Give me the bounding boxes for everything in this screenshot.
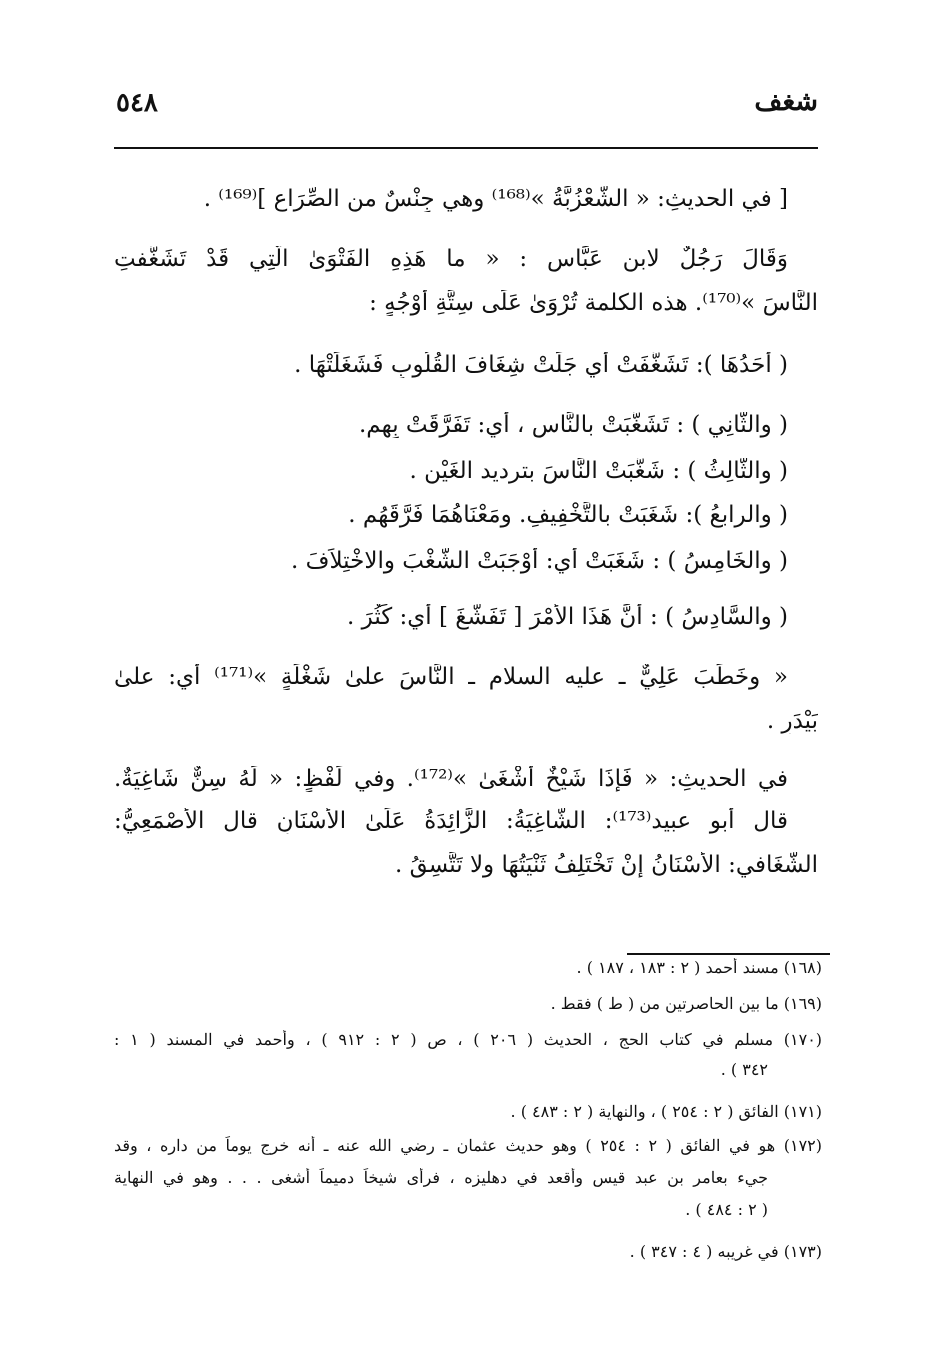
text-line: « وخَطَبَ عَلِيٌّ ـ عليه السلام ـ النَّاسَ علىٰ شَغْلَةٍ »⁽¹⁷¹⁾ أي: علىٰ: [114, 664, 788, 690]
footnote-rule: [627, 953, 830, 955]
footnote-line: (١٧٠) مسلم في كتاب الحج ، الحديث ( ٢٠٦ ) ، ص ( ٢ : ٩١٢ ) ، وأحمد في المسند ( ١ :: [114, 1030, 822, 1049]
text-line: النَّاسَ »⁽¹⁷⁰⁾. هذه الكلمة تُرْوَىٰ عَلَى سِتَّةِ أَوْجُهٍ :: [369, 290, 818, 316]
text-line: ( والرابعُ ): شَغَبَتْ بالتَّخْفِيفِ. ومَعْنَاهُمَا فَرَّقَهُم .: [348, 502, 788, 528]
text-line: ( والثَّالِثُ ) : شَغَّبَتْ النَّاسَ بترديد الغَيْنِ .: [409, 458, 788, 484]
text-line: قال أبو عبيد⁽¹⁷³⁾: الشَّاغِيَةُ: الزَّائِدَةُ عَلَىٰ الأَسْنَانِ قال الأَصْمَعِيُّ:: [114, 808, 788, 834]
footnote-line: (١٧٢) هو في الفائق ( ٢ : ٢٥٤ ) وهو حديث عثمان ـ رضي الله عنه ـ أنه خرج يوماً من داره ، وقد: [114, 1136, 822, 1155]
text-line: ( أَحَدُهَا ): تَشَغَّفَتْ أي جَلَتْ شِغَافَ القُلُوبِ فَشَغَلَتْهَا .: [294, 352, 788, 378]
footnote-line: (١٧٣) في غريبه ( ٤ : ٣٤٧ ) .: [629, 1242, 822, 1261]
text-line: ( والسَّادِسُ ) : أَنَّ هَذَا الأَمْرَ [ تَفَشَّغَ ] أي: كَثُرَ .: [347, 604, 788, 630]
footnote-line: ( ٢ : ٤٨٤ ) .: [685, 1200, 768, 1219]
text-line: في الحديثِ: « فَإِذَا شَيْخٌ أَشْغَىٰ »⁽¹⁷²⁾. وفي لَفْظٍ: « لَهُ سِنٌّ شَاغِيَةٌ.: [114, 766, 788, 792]
text-line: ( والثَّانِي ) : تَشَغَّبَتْ بالنَّاسِ ، أي: تَفَرَّقَتْ بِهِم.: [359, 412, 788, 438]
footnote-line: (١٧١) الفائق ( ٢ : ٢٥٤ ) ، والنهاية ( ٢ : ٤٨٣ ) .: [510, 1102, 822, 1121]
text-line: الشَّغَافي: الأَسْنَانُ إِنْ تَخْتَلِفُ ثَنْيَتُهَا ولا تَتَّسِقُ .: [394, 852, 818, 878]
footnote-line: ٣٤٢ ) .: [720, 1060, 768, 1079]
text-line: وَقَالَ رَجُلٌ لابنِ عَبَّاس : « ما هَذِهِ الفَتْوَىٰ الَّتِي قَدْ تَشَغَّفتِ: [114, 246, 788, 272]
text-line: ( والخَامِسُ ) : شَغَبَتْ أي: أَوْجَبَتْ الشَّغْبَ والاخْتِلاَفَ .: [290, 548, 788, 574]
header-rule: [114, 147, 818, 149]
footnote-line: جيء بعامر بن عبد قيس وأقعد في دهليزه ، فرأى شيخاً دميماً أشغى . . . وهو في النهاية: [114, 1168, 768, 1187]
text-line: بَيْدَرٍ .: [766, 708, 818, 734]
page-number: ٥٤٨: [116, 88, 158, 118]
footnote-line: (١٦٨) مسند أحمد ( ٢ : ١٨٣ ، ١٨٧ ) .: [576, 958, 822, 977]
footnote-line: (١٦٩) ما بين الحاصرتين من ( ط ) فقط .: [550, 994, 822, 1013]
text-line: [ في الحديثِ: « الشَّعْزُبَّةُ »⁽¹⁶⁸⁾ وهي جِنْسٌ من الصِّرَاعِ ]⁽¹⁶⁹⁾ .: [203, 186, 788, 212]
page-header-entry-word: شغف: [754, 86, 818, 117]
